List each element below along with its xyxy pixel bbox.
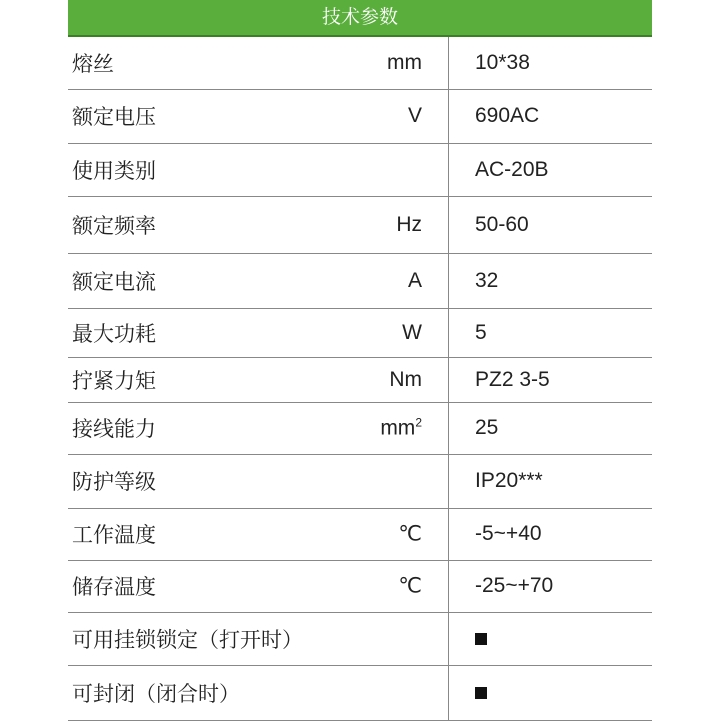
param-name: 额定电压 (72, 106, 156, 129)
param-value: AC-20B (449, 143, 653, 196)
table-row (68, 89, 652, 143)
param-name: 额定频率 (72, 214, 156, 238)
param-name: 额定电流 (72, 270, 156, 294)
param-value: 32 (449, 253, 653, 308)
param-value: -5~+40 (449, 508, 653, 560)
table-header (68, 0, 652, 37)
table-row (68, 143, 652, 196)
param-unit: V (407, 104, 422, 127)
param-value: 690AC (449, 89, 653, 143)
param-value: -25~+70 (449, 560, 653, 612)
table-row (68, 454, 652, 508)
param-unit: mm (387, 50, 422, 74)
table-row (68, 560, 652, 612)
param-name: 最大功耗 (72, 322, 156, 346)
filled-square-icon (475, 687, 487, 699)
param-value: 10*38 (449, 37, 653, 89)
table-row (68, 402, 652, 454)
param-value: 25 (449, 402, 653, 454)
table-row (68, 357, 652, 402)
param-value: 5 (449, 308, 653, 357)
param-name: 工作温度 (72, 524, 156, 547)
param-name: 接线能力 (72, 418, 156, 441)
param-unit: A (407, 268, 422, 292)
table-row (68, 308, 652, 357)
param-value (449, 612, 653, 665)
table-row (68, 665, 652, 720)
param-name: 熔丝 (72, 52, 114, 76)
param-unit: $mm^2$ (380, 415, 422, 440)
param-unit: Nm (389, 367, 422, 391)
param-name: 储存温度 (72, 576, 156, 599)
table-row (68, 508, 652, 560)
table-row (68, 612, 652, 665)
table-title: 技术参数 (321, 6, 398, 28)
param-name: 可封闭（闭合时） (72, 682, 240, 706)
spec-table (68, 37, 652, 721)
param-name: 防护等级 (72, 471, 156, 494)
param-unit: W (402, 320, 422, 344)
param-name: 拧紧力矩 (72, 369, 156, 393)
param-value (449, 665, 653, 720)
spec-sheet (68, 0, 652, 721)
param-value: 50-60 (449, 196, 653, 253)
filled-square-icon (475, 633, 487, 645)
table-row (68, 37, 652, 89)
param-name: 可用挂锁锁定（打开时） (72, 628, 303, 652)
table-row (68, 196, 652, 253)
param-unit: ℃ (398, 522, 422, 546)
param-value: PZ2 3-5 (449, 357, 653, 402)
param-value: IP20*** (449, 454, 653, 508)
table-row (68, 253, 652, 308)
param-unit: ℃ (398, 574, 422, 598)
param-name: 使用类别 (72, 159, 156, 183)
param-unit: Hz (396, 212, 422, 236)
